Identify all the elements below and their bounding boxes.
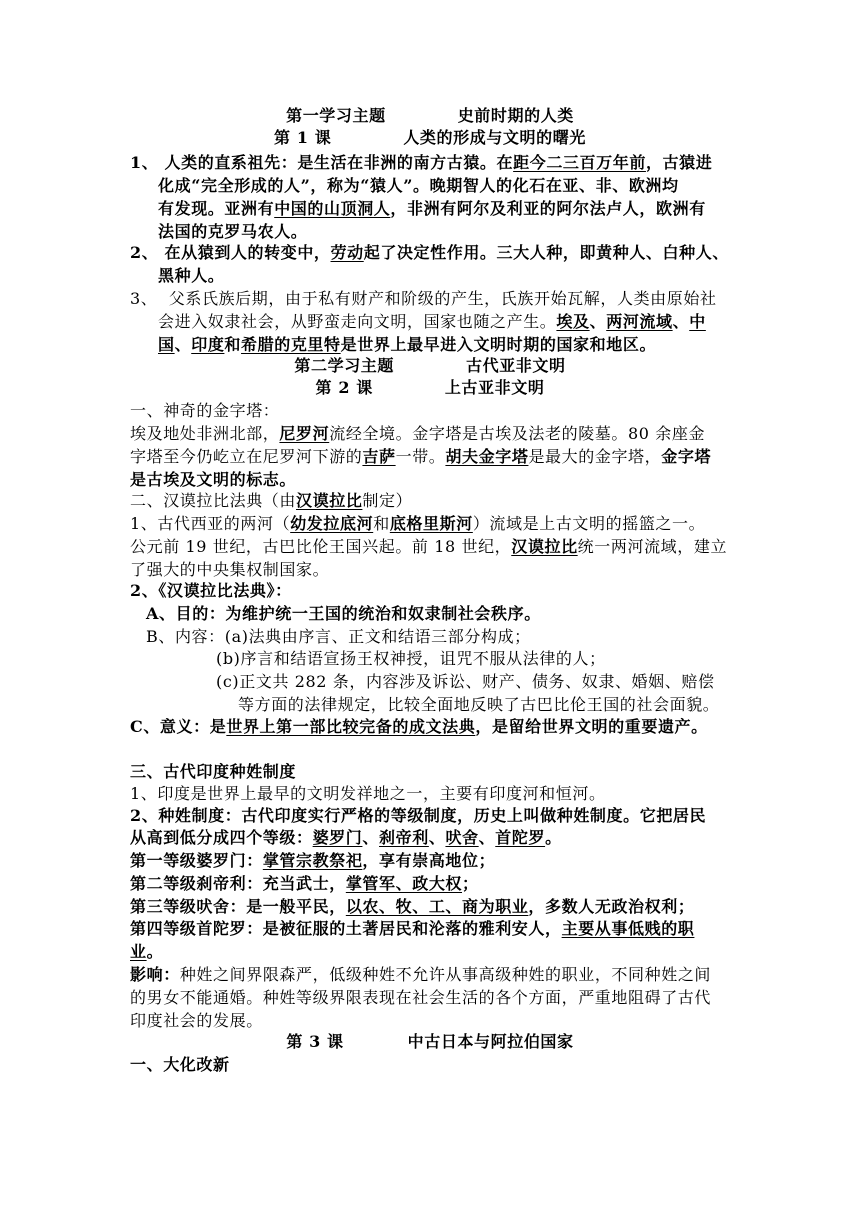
para-3-line-2: 会进入奴隶社会，从野蛮走向文明，国家也随之产生。埃及、两河流域、中 bbox=[158, 312, 706, 331]
para-2-line-2: 黑种人。 bbox=[158, 266, 225, 285]
code-content-c-cont: 等方面的法律规定，比较全面地反映了古巴比伦王国的社会面貌。 bbox=[238, 695, 720, 714]
caste-grade-1: 第一等级婆罗门：掌管宗教祭祀，享有崇高地位； bbox=[130, 851, 496, 870]
para-1-line-3: 有发现。亚洲有中国的山顶洞人，非洲有阿尔及利亚的阿尔法卢人，欧洲有 bbox=[158, 199, 706, 218]
topic-1-heading: 第一学习主题 史前时期的人类 bbox=[286, 106, 574, 125]
lesson-1-heading: 第 1 课 人类的形成与文明的曙光 bbox=[274, 128, 586, 147]
topic-2-heading: 第二学习主题 古代亚非文明 bbox=[294, 356, 566, 375]
code-content-c: (c)正文共 282 条，内容涉及诉讼、财产、债务、奴隶、婚姻、赔偿 bbox=[216, 672, 715, 691]
caste-grade-2: 第二等级刹帝利：充当武士，掌管军、政大权； bbox=[130, 874, 479, 893]
section-2-heading: 二、汉谟拉比法典（由汉谟拉比制定） bbox=[130, 491, 413, 510]
para-2-line-1: 2、 在从猿到人的转变中，劳动起了决定性作用。三大人种，即黄种人、白种人、 bbox=[130, 243, 729, 262]
lesson-3-heading: 第 3 课 中古日本与阿拉伯国家 bbox=[286, 1032, 574, 1051]
impact-line-1: 影响：种姓之间界限森严，低级种姓不允许从事高级种姓的职业，不同种姓之间 bbox=[130, 965, 712, 984]
code-content-b: (b)序言和结语宣扬王权神授，诅咒不服从法律的人； bbox=[216, 649, 606, 668]
section-2-line-2: 公元前 19 世纪，古巴比伦王国兴起。前 18 世纪，汉谟拉比统一两河流域，建立 bbox=[130, 537, 728, 556]
impact-line-2: 的男女不能通婚。种姓等级界限表现在社会生活的各个方面，严重地阻碍了古代 bbox=[130, 988, 712, 1007]
code-significance: C、意义：是世界上第一部比较完备的成文法典，是留给世界文明的重要遗产。 bbox=[130, 717, 708, 736]
caste-grade-4: 第四等级首陀罗：是被征服的土著居民和沦落的雅利安人，主要从事低贱的职 bbox=[130, 919, 695, 938]
section-1-line-3: 是古埃及文明的标志。 bbox=[130, 470, 297, 489]
para-3-line-1: 3、 父系氏族后期，由于私有财产和阶级的产生，氏族开始瓦解，人类由原始社 bbox=[130, 289, 717, 308]
section-3-heading: 三、古代印度种姓制度 bbox=[130, 762, 297, 781]
code-content-a: B、内容：(a)法典由序言、正文和结语三部分构成； bbox=[146, 627, 531, 646]
section-1-line-2: 字塔至今仍屹立在尼罗河下游的吉萨一带。胡夫金字塔是最大的金字塔，金字塔 bbox=[130, 447, 712, 466]
section-4-heading: 一、大化改新 bbox=[130, 1055, 230, 1074]
section-1-line-1: 埃及地处非洲北部，尼罗河流经全境。金字塔是古埃及法老的陵墓。80 余座金 bbox=[130, 424, 706, 443]
para-3-line-3: 国、印度和希腊的克里特是世界上最早进入文明时期的国家和地区。 bbox=[158, 335, 657, 354]
section-3-line-3: 从高到低分成四个等级：婆罗门、刹帝利、吠舍、首陀罗。 bbox=[130, 828, 562, 847]
caste-grade-3: 第三等级吠舍：是一般平民，以农、牧、工、商为职业，多数人无政治权利； bbox=[130, 897, 695, 916]
para-1-line-1: 1、 人类的直系祖先：是生活在非洲的南方古猿。在距今二三百万年前，古猿进 bbox=[130, 153, 713, 172]
code-subheading: 2、《汉谟拉比法典》： bbox=[130, 581, 292, 600]
para-1-line-4: 法国的克罗马农人。 bbox=[158, 222, 308, 241]
lesson-2-heading: 第 2 课 上古亚非文明 bbox=[315, 378, 545, 397]
caste-grade-4-cont: 业。 bbox=[130, 942, 164, 961]
section-1-heading: 一、神奇的金字塔： bbox=[130, 401, 280, 420]
section-3-line-2: 2、种姓制度：古代印度实行严格的等级制度，历史上叫做种姓制度。它把居民 bbox=[130, 806, 707, 825]
section-2-line-1: 1、古代西亚的两河（幼发拉底河和底格里斯河）流域是上古文明的摇篮之一。 bbox=[130, 514, 706, 533]
code-purpose: A、目的：为维护统一王国的统治和奴隶制社会秩序。 bbox=[146, 604, 541, 623]
section-2-line-3: 了强大的中央集权制国家。 bbox=[130, 560, 330, 579]
para-1-line-2: 化成“完全形成的人”，称为“猿人”。晚期智人的化石在亚、非、欧洲均 bbox=[158, 176, 679, 195]
impact-line-3: 印度社会的发展。 bbox=[130, 1011, 263, 1030]
section-3-line-1: 1、印度是世界上最早的文明发祥地之一，主要有印度河和恒河。 bbox=[130, 784, 606, 803]
